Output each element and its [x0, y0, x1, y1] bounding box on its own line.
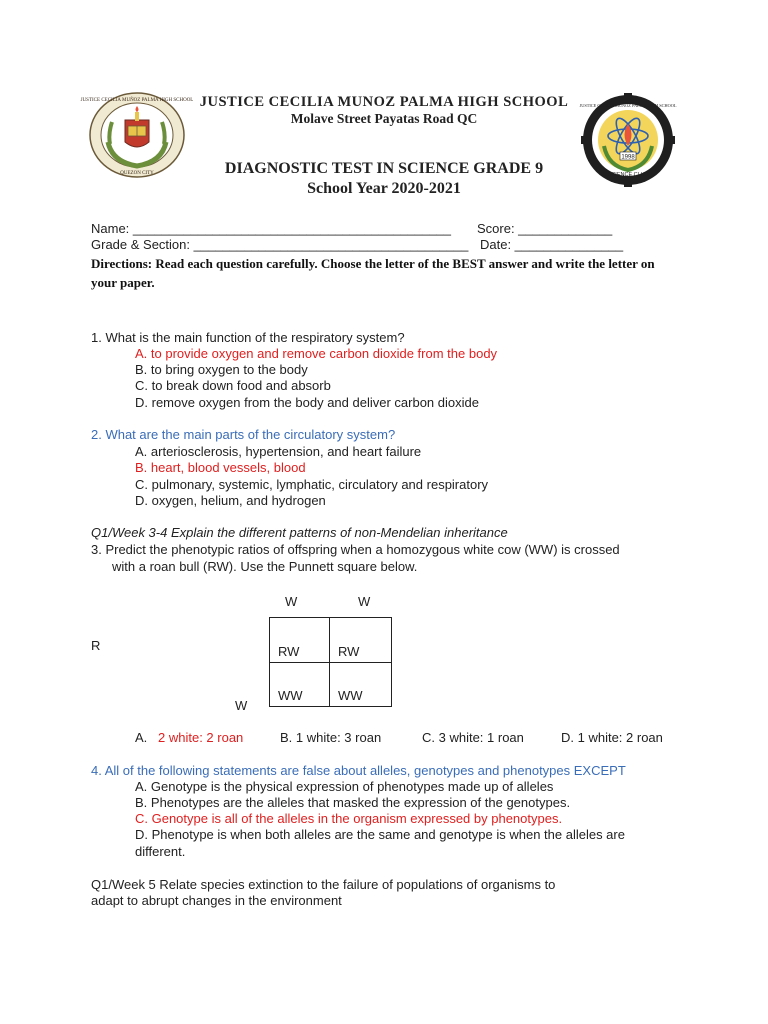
competency-week-5-line2: adapt to abrupt changes in the environment [91, 893, 342, 908]
club-year-text: 1998 [621, 154, 635, 161]
q2-option-c: C. pulmonary, systemic, lymphatic, circulatory and respiratory [135, 477, 489, 492]
q3-option-a: 2 white: 2 roan [158, 730, 244, 745]
q4-option-a: A. Genotype is the physical expression of phenotypes made up of alleles [135, 779, 554, 794]
q3-option-a-letter: A. [135, 730, 148, 745]
directions: Directions: Read each question carefully. Choose the letter of the BEST answer and write the letter on your paper. [91, 256, 655, 290]
grade-section-field: Grade & Section: ______________________________________ [91, 237, 469, 252]
punnett-cell-1-1: RW [278, 644, 300, 659]
punnett-cell-1-2: RW [338, 644, 360, 659]
q2-option-b: B. heart, blood vessels, blood [135, 460, 306, 475]
school-name: JUSTICE CECILIA MUNOZ PALMA HIGH SCHOOL [199, 94, 569, 110]
school-address: Molave Street Payatas Road QC [290, 111, 478, 126]
q3-option-c: C. 3 white: 1 roan [422, 730, 524, 745]
q1-option-b: B. to bring oxygen to the body [135, 362, 308, 377]
q4-question: 4. All of the following statements are false about alleles, genotypes and phenotypes EXCEPT [91, 763, 626, 778]
q4-option-c: C. Genotype is all of the alleles in the organism expressed by phenotypes. [135, 811, 563, 826]
punnett-cell-2-2: WW [338, 688, 363, 703]
test-title: DIAGNOSTIC TEST IN SCIENCE GRADE 9 [224, 160, 544, 177]
punnett-side-allele-2: W [235, 698, 248, 713]
club-ring-text: JUSTICE CECILIA MUÑOZ PALMA HIGH SCHOOL [579, 103, 677, 108]
club-bottom-text: SCIENCE CLUB [607, 172, 649, 178]
q4-option-d-line2: different. [135, 844, 186, 859]
q1-option-a: A. to provide oxygen and remove carbon dioxide from the body [135, 346, 498, 361]
punnett-top-allele-2: W [358, 594, 371, 609]
q3-question-line1: 3. Predict the phenotypic ratios of offspring when a homozygous white cow (WW) is crossed [91, 542, 620, 557]
q3-option-b: B. 1 white: 3 roan [280, 730, 382, 745]
competency-week-5-line1: Q1/Week 5 Relate species extinction to the failure of populations of organisms to [91, 877, 556, 892]
q1-option-d: D. remove oxygen from the body and deliver carbon dioxide [135, 395, 479, 410]
date-field: Date: _______________ [480, 237, 624, 252]
punnett-divider-horizontal [270, 662, 391, 663]
punnett-cell-2-1: WW [278, 688, 303, 703]
q3-option-d: D. 1 white: 2 roan [561, 730, 663, 745]
seal-bottom-text: QUEZON CITY [120, 171, 154, 176]
punnett-top-allele-1: W [285, 594, 298, 609]
school-year: School Year 2020-2021 [307, 180, 461, 197]
q1-option-c: C. to break down food and absorb [135, 378, 331, 393]
q4-option-b: B. Phenotypes are the alleles that masked the expression of the genotypes. [135, 795, 571, 810]
q1-question: 1. What is the main function of the respiratory system? [91, 330, 405, 345]
name-field: Name: ____________________________________________ [91, 221, 452, 236]
q3-question-line2: with a roan bull (RW). Use the Punnett square below. [112, 559, 418, 574]
q2-option-d: D. oxygen, helium, and hydrogen [135, 493, 326, 508]
q4-option-d-line1: D. Phenotype is when both alleles are the same and genotype is when the alleles are [135, 827, 625, 842]
competency-week-3-4: Q1/Week 3-4 Explain the different patterns of non-Mendelian inheritance [91, 525, 508, 540]
q2-option-a: A. arteriosclerosis, hypertension, and heart failure [135, 444, 422, 459]
q2-question: 2. What are the main parts of the circulatory system? [91, 427, 396, 442]
seal-ring-text: JUSTICE CECILIA MUÑOZ PALMA HIGH SCHOOL [80, 98, 194, 103]
punnett-side-allele-1: R [91, 638, 101, 653]
score-field: Score: _____________ [477, 221, 613, 236]
